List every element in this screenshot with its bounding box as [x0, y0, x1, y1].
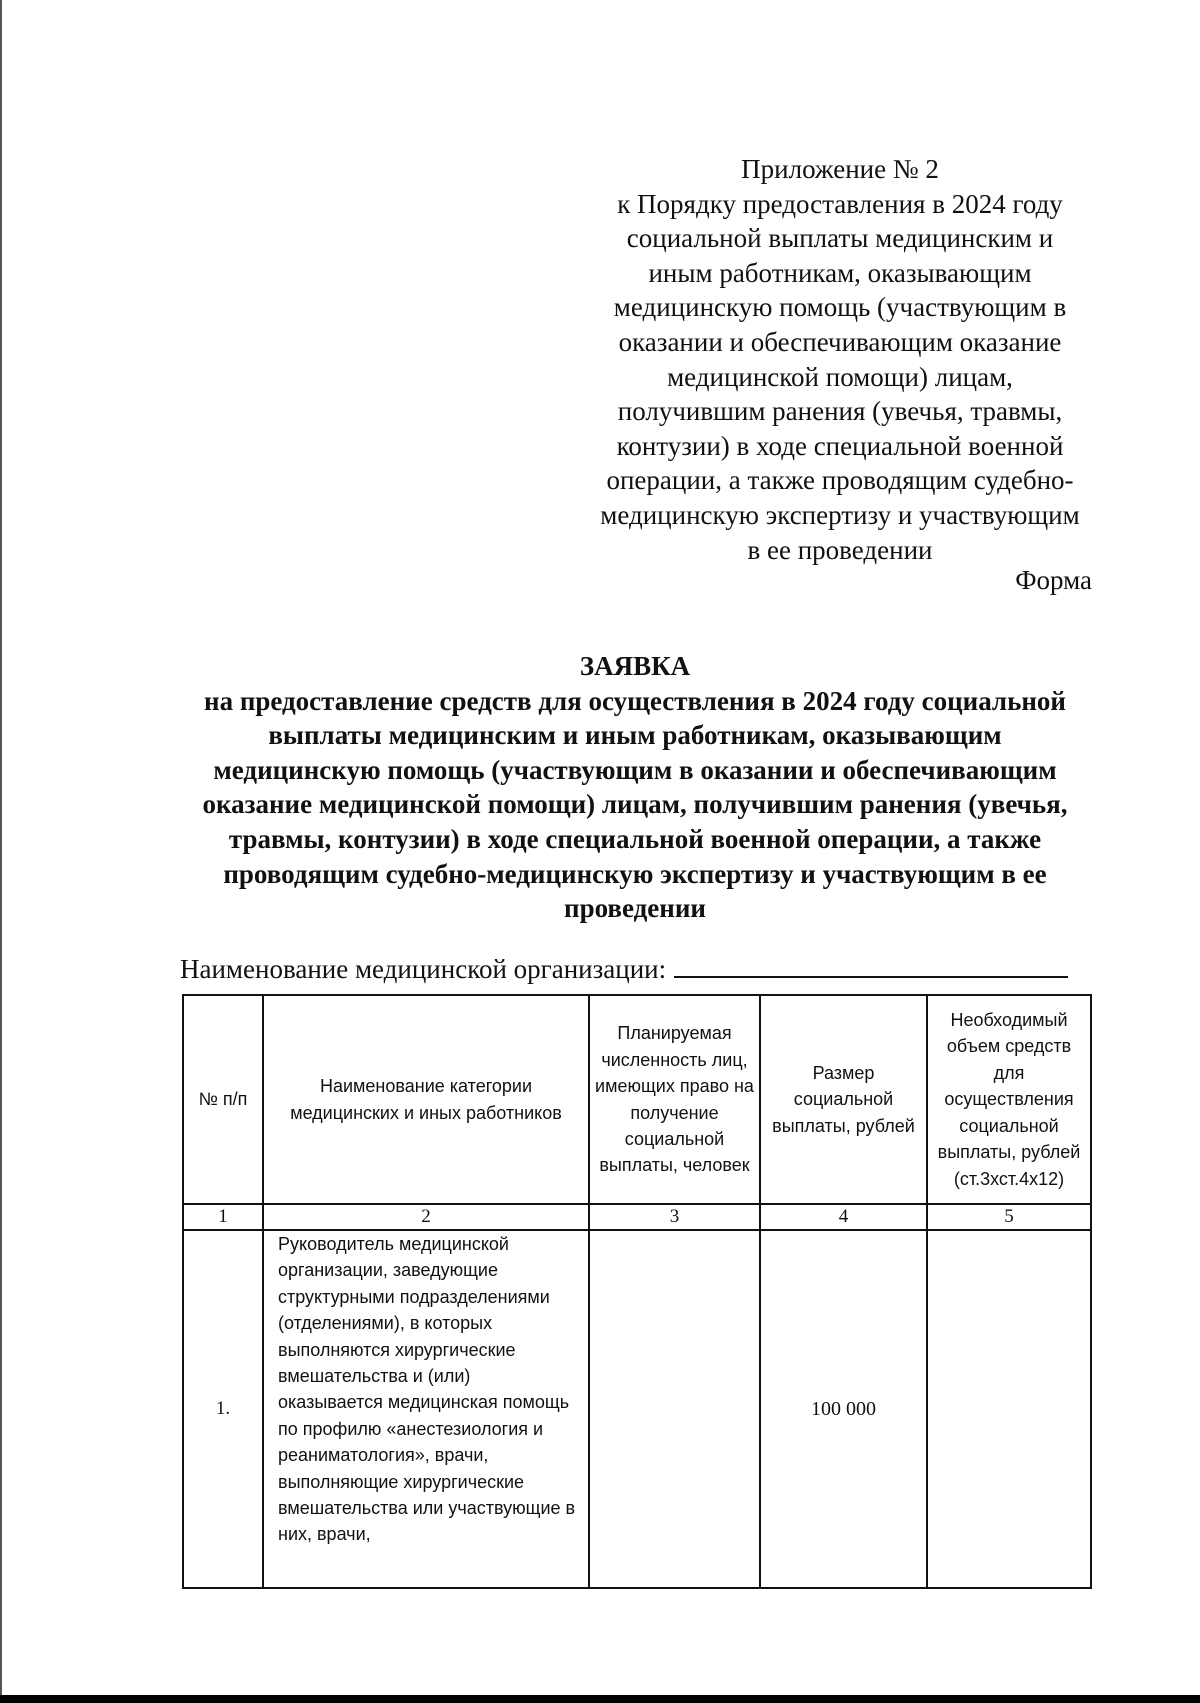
title-heading: ЗАЯВКА: [579, 651, 691, 681]
appendix-line: иным работникам, оказывающим: [648, 257, 1032, 288]
appendix-line: операции, а также проводящим судебно-: [606, 465, 1074, 496]
title-line: медицинскую помощь (участвующим в оказании и обеспечивающим: [213, 754, 1057, 785]
column-number: 2: [263, 1204, 589, 1230]
form-label: Форма: [1015, 565, 1092, 595]
appendix-line: оказании и обеспечивающим оказание: [618, 326, 1062, 357]
column-numbers-row: [183, 1204, 1091, 1230]
header-cell-number: № п/п: [183, 995, 263, 1204]
title-line: травмы, контузии) в ходе специальной военной операции, а также: [228, 823, 1042, 854]
appendix-line: контузии) в ходе специальной военной: [616, 430, 1064, 461]
header-cell-category: Наименование категории медицинских и иных работников: [263, 995, 589, 1204]
header-cell-required-volume: Необходимый объем средств для осуществления социальной выплаты, рублей (ст.3хст.4х12): [927, 995, 1091, 1204]
payment-amount-cell: 100 000: [760, 1230, 927, 1588]
table-header-row: [183, 995, 1091, 1204]
header-cell-planned-count: Планируемая численность лиц, имеющих право на получение социальной выплаты, человек: [589, 995, 760, 1204]
required-volume-cell[interactable]: [927, 1230, 1091, 1588]
org-name-row: [180, 950, 1100, 986]
org-name-blank-field[interactable]: [674, 950, 1068, 978]
column-number: 3: [589, 1204, 760, 1230]
title-line: на предоставление средств для осуществления в 2024 году социальной: [204, 685, 1066, 716]
appendix-line: в ее проведении: [747, 534, 933, 565]
row-number-cell: 1.: [183, 1230, 263, 1588]
application-table: [182, 994, 1092, 1589]
scan-left-edge: [0, 0, 2, 1703]
column-number: 4: [760, 1204, 927, 1230]
title-line: оказание медицинской помощи) лицам, получившим ранения (увечья,: [202, 789, 1068, 820]
appendix-note: [560, 152, 1120, 567]
scan-bottom-edge: [0, 1695, 1200, 1703]
planned-count-cell[interactable]: [589, 1230, 760, 1588]
appendix-line: социальной выплаты медицинским и: [626, 223, 1054, 254]
title-line: проводящим судебно-медицинскую экспертизу и участвующим в ее: [223, 858, 1047, 889]
category-cell: [263, 1230, 589, 1588]
title-line: выплаты медицинским и иным работникам, оказывающим: [268, 720, 1002, 751]
appendix-line: к Порядку предоставления в 2024 году: [617, 188, 1063, 219]
appendix-line: медицинской помощи) лицам,: [667, 361, 1013, 392]
document-title: [170, 649, 1100, 926]
appendix-line: получившим ранения (увечья, травмы,: [617, 396, 1063, 427]
appendix-line: Приложение № 2: [741, 154, 939, 184]
table-row: [183, 1230, 1091, 1588]
column-number: 5: [927, 1204, 1091, 1230]
org-name-label: Наименование медицинской организации:: [180, 954, 667, 984]
header-cell-payment-amount: Размер социальной выплаты, рублей: [760, 995, 927, 1204]
title-line: проведении: [564, 893, 706, 924]
appendix-line: медицинскую помощь (участвующим в: [613, 292, 1067, 323]
appendix-line: медицинскую экспертизу и участвующим: [600, 499, 1080, 530]
category-text: Руководитель медицинской организации, заведующие структурными подразделениями (отделениями), в которых выполняются хирургические вмешательства и (или) оказывается медицинская помощь по профилю «анестезиология и реаниматология», врачи, выполняющие хирургические вмешательства или участвующие в них, врачи,: [278, 1234, 576, 1545]
column-number: 1: [183, 1204, 263, 1230]
